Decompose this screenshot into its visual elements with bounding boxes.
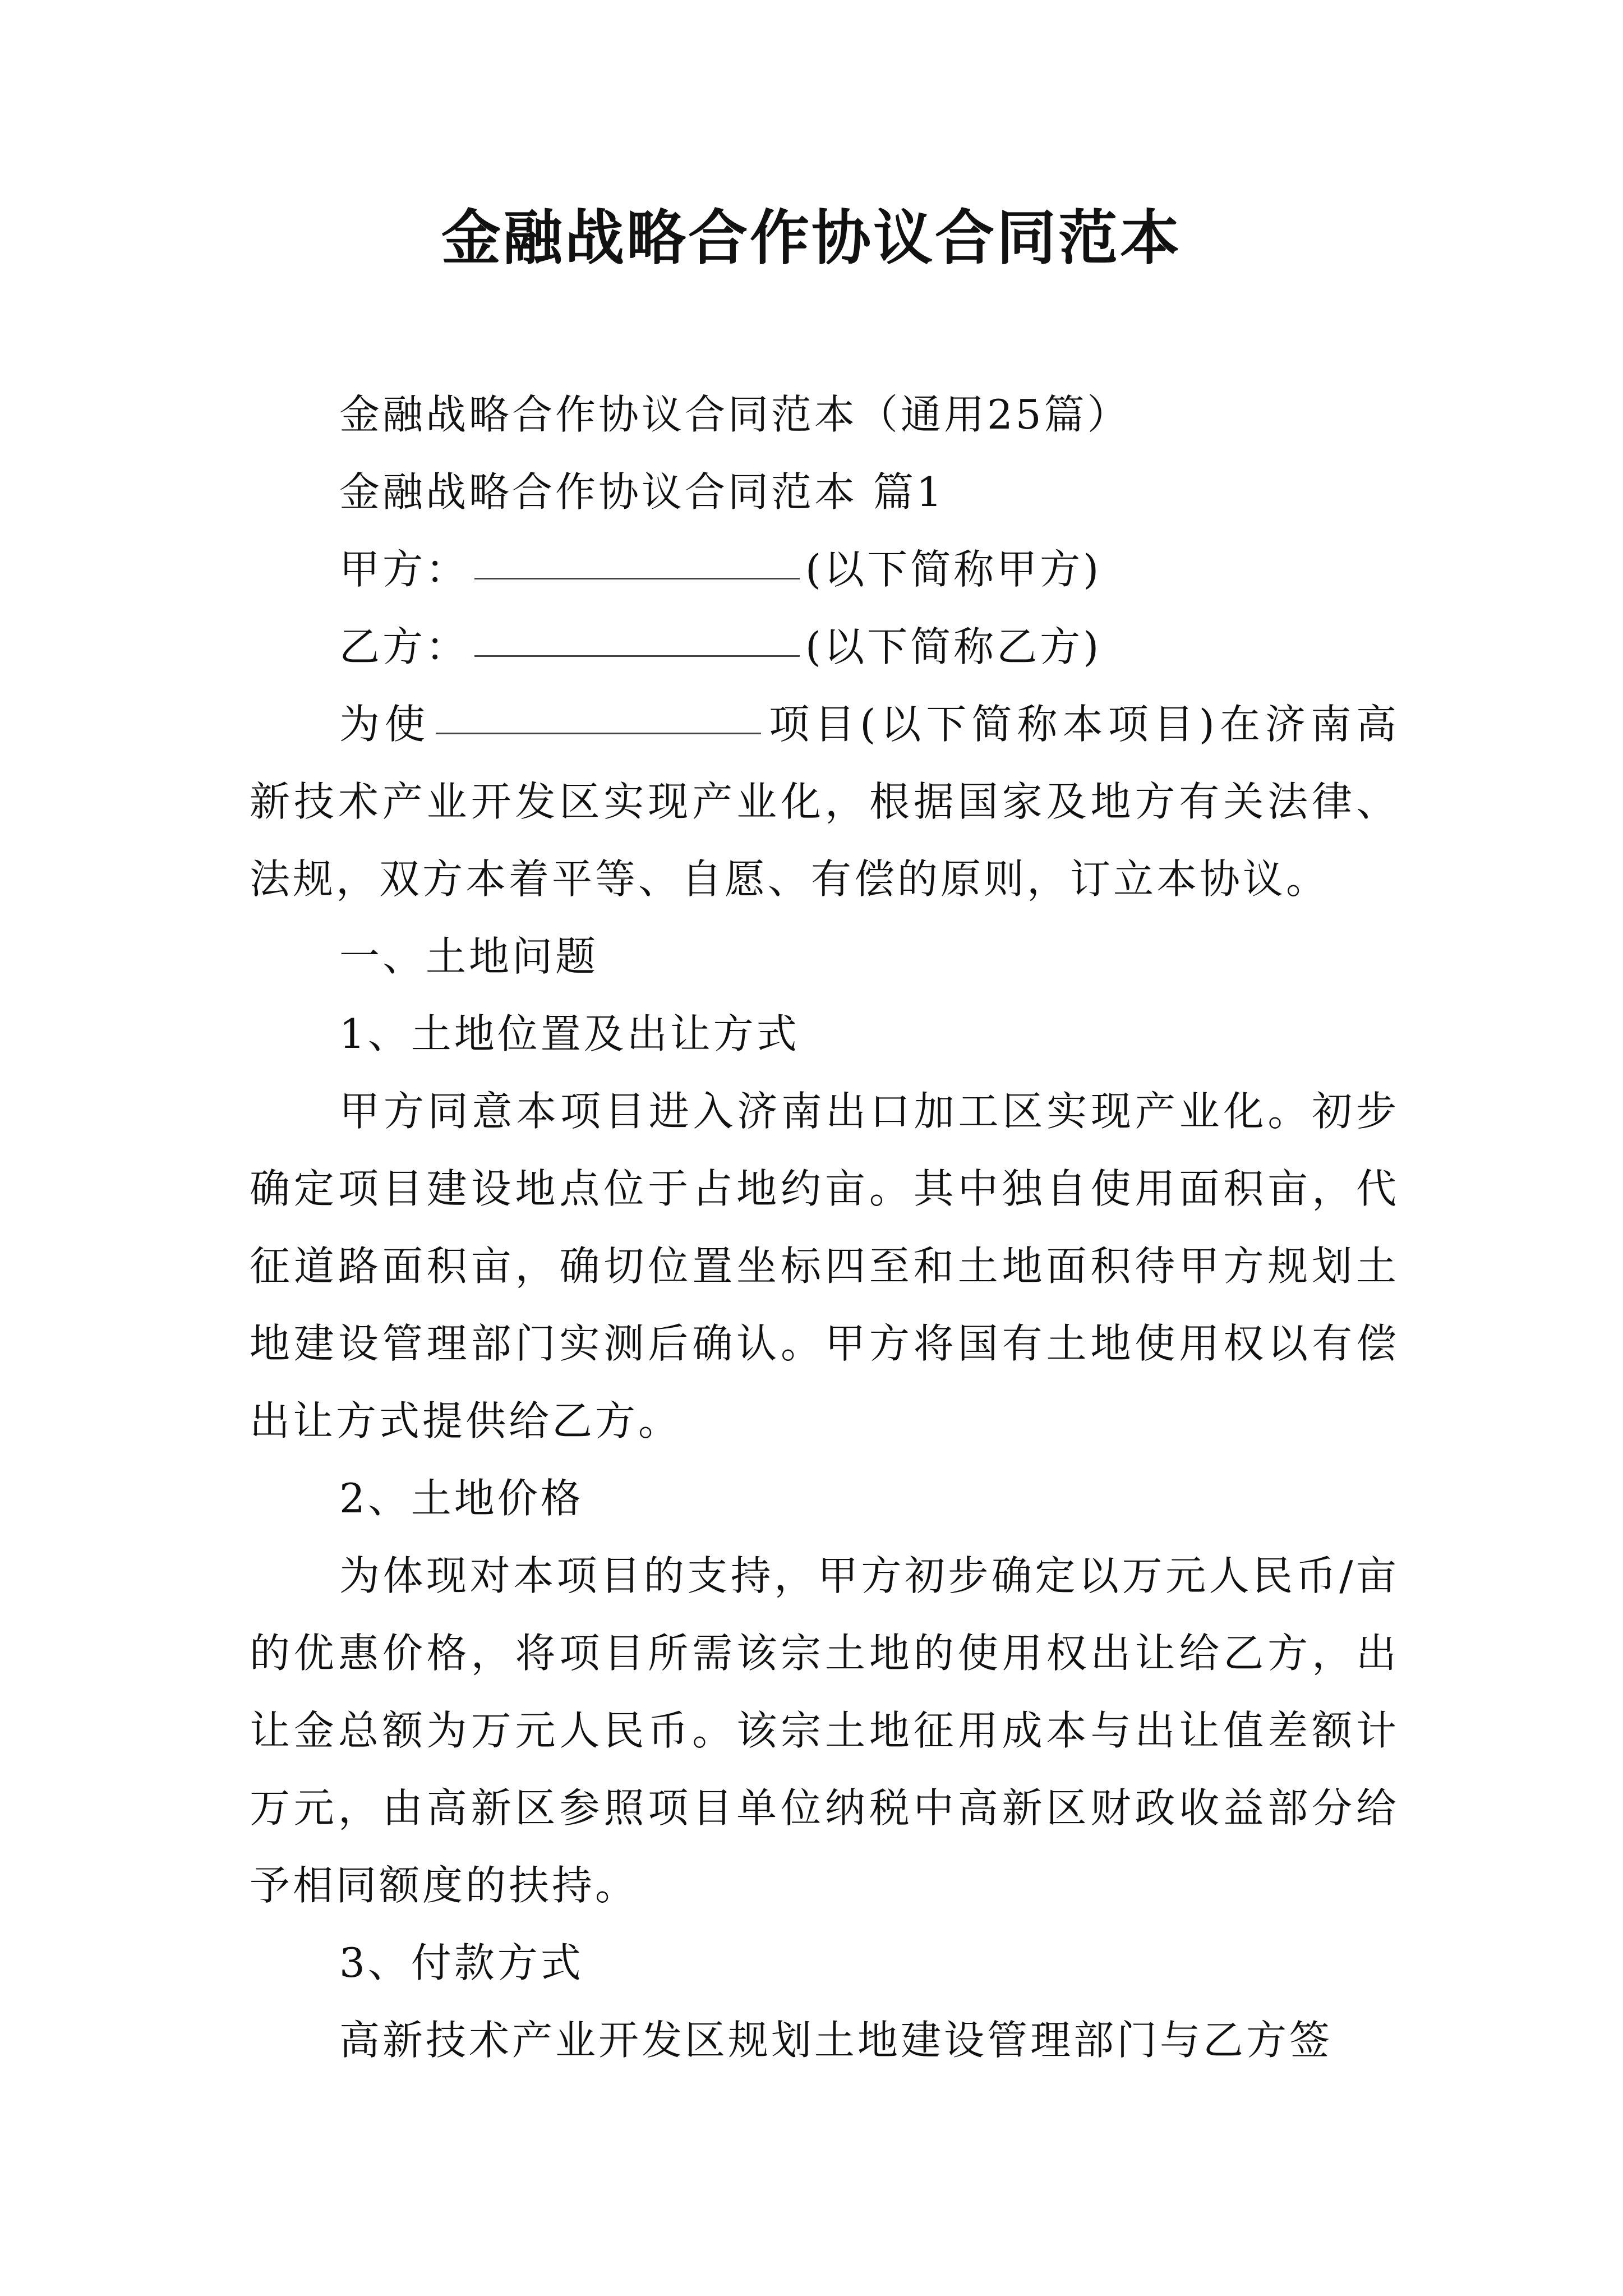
- purpose-paragraph: [250, 685, 1399, 918]
- document-body: [250, 376, 1399, 2079]
- project-name-blank: [436, 732, 761, 734]
- party-a-blank: [474, 577, 800, 579]
- land-location-paragraph: 甲方同意本项目进入济南出口加工区实现产业化。初步确定项目建设地点位于占地约亩。其中独自使用面积亩，代征道路面积亩，确切位置坐标四至和土地面积待甲方规划土地建设管理部门实测后确认。甲方将国有土地使用权以有偿出让方式提供给乙方。: [250, 1088, 1399, 1444]
- party-a-label: 甲方：: [339, 546, 469, 593]
- land-issue-heading: 一、土地问题: [339, 933, 599, 980]
- party-b-line: [250, 608, 1399, 685]
- party-b-label: 乙方：: [339, 623, 469, 670]
- party-b-blank: [474, 655, 800, 657]
- party-a-suffix: (以下简称甲方): [805, 546, 1102, 593]
- party-a-line: [250, 531, 1399, 608]
- section-heading: 金融战略合作协议合同范本 篇1: [339, 468, 945, 516]
- land-price-paragraph: 为体现对本项目的支持，甲方初步确定以万元人民币/亩的优惠价格，将项目所需该宗土地的使用权出让给乙方，出让金总额为万元人民币。该宗土地征用成本与出让值差额计万元，由高新区参照项目单位纳税中高新区财政收益部分给予相同额度的扶持。: [250, 1552, 1399, 1909]
- payment-method-paragraph: 高新技术产业开发区规划土地建设管理部门与乙方签: [339, 2017, 1333, 2064]
- land-price-heading: 2、土地价格: [339, 1475, 584, 1522]
- payment-method-heading: 3、付款方式: [339, 1939, 584, 1986]
- subtitle-paragraph: 金融战略合作协议合同范本（通用25篇）: [339, 391, 1131, 438]
- purpose-text: 项目(以下简称本项目)在济南高新技术产业开发区实现产业化，根据国家及地方有关法律、法规，双方本着平等、自愿、有偿的原则，订立本协议。: [250, 701, 1399, 903]
- purpose-prefix: 为使: [339, 701, 431, 748]
- land-location-heading: 1、土地位置及出让方式: [339, 1010, 800, 1057]
- party-b-suffix: (以下简称乙方): [805, 623, 1102, 670]
- document-title: 金融战略合作协议合同范本: [441, 203, 1182, 273]
